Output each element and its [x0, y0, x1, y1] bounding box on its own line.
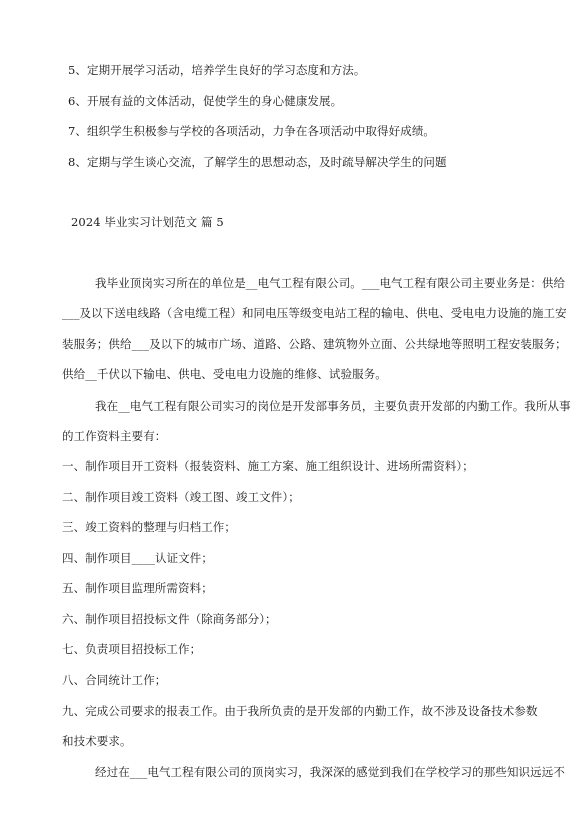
position-line-2: 的工作资料主要有： — [62, 429, 167, 443]
duty-item-7: 七、负责项目招投标工作； — [62, 642, 202, 656]
closing-line-1: 经过在___电气工程有限公司的顶岗实习，我深深的感觉到我们在学校学习的那些知识远远不 — [95, 765, 565, 779]
section-title: 2024 毕业实习计划范文 篇 5 — [71, 215, 224, 229]
duty-item-5: 五、制作项目监理所需资料； — [62, 581, 213, 595]
list-item-7: 7、组织学生积极参与学校的各项活动，力争在各项活动中取得好成绩。 — [68, 124, 436, 138]
intro-line-1: 我毕业顶岗实习所在的单位是__电气工程有限公司。___电气工程有限公司主要业务是：供给 — [95, 276, 566, 290]
duty-item-8: 八、合同统计工作； — [62, 673, 167, 687]
duty-item-6: 六、制作项目招投标文件（除商务部分）； — [62, 612, 277, 626]
duty-item-9: 九、完成公司要求的报表工作。由于我所负责的是开发部的内勤工作，故不涉及设备技术参数 — [62, 704, 538, 718]
duty-item-3: 三、竣工资料的整理与归档工作； — [62, 520, 236, 534]
duty-item-1: 一、制作项目开工资料（报装资料、施工方案、施工组织设计、进场所需资料）； — [62, 459, 474, 473]
position-line-1: 我在__电气工程有限公司实习的岗位是开发部事务员，主要负责开发部的内勤工作。我所从事 — [95, 399, 571, 413]
list-item-5: 5、定期开展学习活动，培养学生良好的学习态度和方法。 — [68, 63, 366, 77]
duty-item-9-cont: 和技术要求。 — [62, 734, 132, 748]
intro-line-3: 装服务；供给___及以下的城市广场、道路、公路、建筑物外立面、公共绿地等照明工程安装服务； — [62, 337, 567, 351]
list-item-8: 8、定期与学生谈心交流，了解学生的思想动态，及时疏导解决学生的问题 — [68, 155, 447, 169]
duty-item-2: 二、制作项目竣工资料（竣工图、竣工文件）； — [62, 490, 300, 504]
intro-line-2: ___及以下送电线路（含电缆工程）和同电压等级变电站工程的输电、供电、受电电力设施的施工安 — [62, 306, 567, 320]
list-item-6: 6、开展有益的文体活动，促使学生的身心健康发展。 — [68, 94, 343, 108]
intro-line-4: 供给__千伏以下输电、供电、受电电力设施的维修、试验服务。 — [62, 367, 387, 381]
duty-item-4: 四、制作项目____认证文件； — [62, 551, 213, 565]
